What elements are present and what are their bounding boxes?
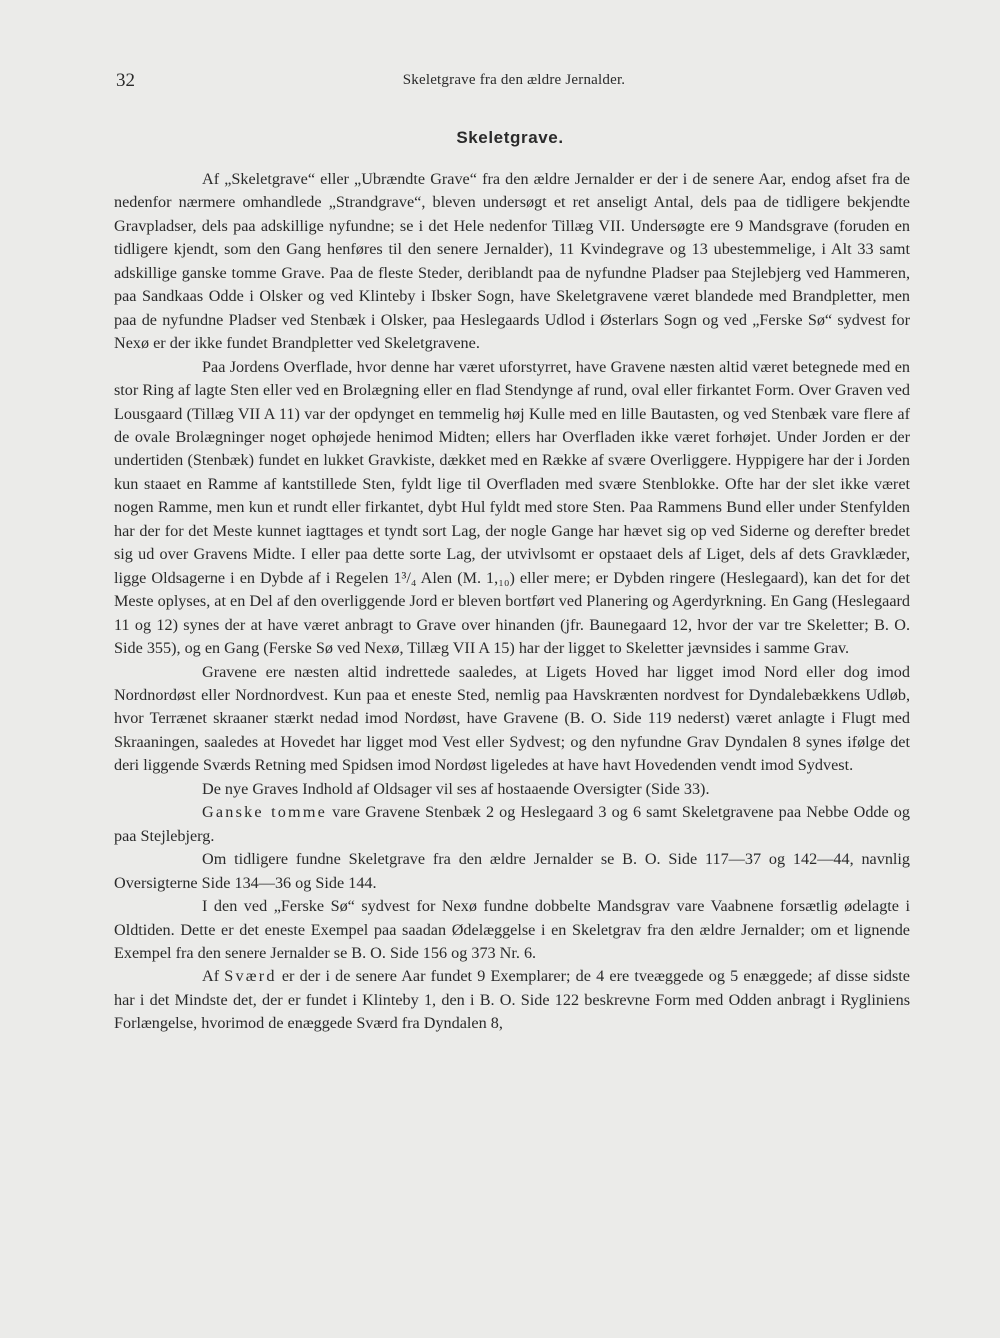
paragraph-text: De nye Graves Indhold af Oldsager vil ses af hostaaende Oversigter (Side 33). (202, 779, 710, 798)
section-title: Skeletgrave. (456, 128, 564, 147)
paragraph (114, 801, 910, 848)
spaced-lead: Sværd (224, 967, 277, 986)
paragraph (114, 168, 910, 356)
paragraph-text: Af „Skeletgrave“ eller „Ubrændte Grave“ fra den ældre Jernalder er der i de senere Aar, endog afset fra de nedenfor nærmere omhandlede „Strandgrave“, bleven undersøgt et ret anseligt Antal, dels paa de tidligere bekjendte Gravpladser, dels paa adskillige nyfundne; se i det Hele nedenfor Tillæg VII. Undersøgte ere 9 Mandsgrave (foruden en tidligere kjendt, som den Gang henføres til den senere Jernalder), 11 Kvindegrave og 13 ubestemmelige, i Alt 33 samt adskillige ganske tomme Grave. Paa de fleste Steder, deriblandt paa de nyfundne Pladser paa Stejlebjerg ved Hammeren, paa Sandkaas Odde i Olsker og ved Klinteby i Ibsker Sogn, have Skeletgravene været blandede med Brandpletter, men paa de nyfundne Pladser ved Stenbæk i Olsker, paa Heslegaards Udlod i Østerlars Sogn og ved „Ferske Sø“ sydvest for Nexø er der ikke fundet Brandpletter ved Skeletgravene. (114, 170, 910, 353)
paragraph-text: Om tidligere fundne Skeletgrave fra den ældre Jernalder se B. O. Side 117—37 og 142—44, navnlig Oversigterne Side 134—36 og Side 144. (114, 850, 910, 892)
paragraph-text: Af (202, 967, 225, 986)
spaced-lead: Ganske tomme (202, 803, 328, 822)
running-head: Skeletgrave fra den ældre Jernalder. (402, 72, 626, 88)
page-number: 32 (116, 70, 135, 91)
paragraph (114, 778, 910, 801)
paragraph (114, 356, 910, 661)
body-text (114, 168, 910, 1036)
paragraph-text: Gravene ere næsten altid indrettede saaledes, at Ligets Hoved har ligget imod Nord eller dog imod Nordnordøst eller Nordnordvest. Kun paa et eneste Sted, nemlig paa Havskrænten nordvest for Dyndalebækkens Udløb, hvor Terrænet skraaner stærkt nedad imod Nordøst, have Gravene (B. O. Side 119 nederst) været anlagte i Flugt med Skraaningen, saaledes at Hovedet har ligget mod Vest eller Sydvest; og den nyfundne Grav Dyndalen 8 synes ifølge det deri liggende Sværds Retning med Spidsen imod Nordøst ligeledes at have havt Hovedenden vendt imod Sydvest. (114, 662, 910, 775)
paragraph (114, 661, 910, 778)
paragraph (114, 895, 910, 965)
paragraph-text: vare Gravene Stenbæk 2 og Heslegaard 3 og 6 samt Skeletgravene paa Nebbe Odde og paa Stejlebjerg. (114, 803, 910, 845)
paragraph-text: I den ved „Ferske Sø“ sydvest for Nexø fundne dobbelte Mandsgrav vare Vaabnene forsætlig ødelagte i Oldtiden. Dette er det eneste Exempel paa saadan Ødelæggelse i en Skeletgrav fra den ældre Jernalder; om et lignende Exempel fra den senere Jernalder se B. O. Side 156 og 373 Nr. 6. (114, 897, 910, 962)
paragraph (114, 848, 910, 895)
paragraph-text: Paa Jordens Overflade, hvor denne har været uforstyrret, have Gravene næsten altid været betegnede med en stor Ring af lagte Sten eller ved en Brolægning eller en flad Stendynge af rund, oval eller firkantet Form. Over Graven ved Lousgaard (Tillæg VII A 11) var der opdynget en temmelig høj Kulle med en lille Bautasten, og ved Stenbæk vare flere af de ovale Brolægninger noget ophøjede henimod Midten; ellers har Overfladen ikke været forhøjet. Under Jorden er der undertiden (Stenbæk) fundet en lukket Gravkiste, dækket med en Række af svære Overliggere. Hyppigere har der i Jorden kun staaet en Ramme af kantstillede Sten, fyldt lige til Overfladen med svære Stenblokke. Ofte har der slet ikke været nogen Ramme, men kun et rundt eller firkantet, dybt Hul fyldt med store Sten. Paa Rammens Bund eller under Stenfylden har der for det Meste kunnet iagttages et tyndt sort Lag, der nogle Gange har hævet sig op ved Siderne og derefter bredet sig ud over Gravens Midte. I eller paa dette sorte Lag, der utvivlsomt er opstaaet dels af Liget, dels af dets Gravklæder, ligge Oldsagerne i en Dybde af i Regelen 1³/₄ Alen (M. 1,₁₀) eller mere; er Dybden ringere (Heslegaard), kan det for det Meste oplyses, at en Del af den overliggende Jord er bleven bortført ved Planering og Agerdyrkning. En Gang (Heslegaard 11 og 12) synes der at have været anbragt to Grave over hinanden (jfr. Baunegaard 12, hvor der var tre Skeletter; B. O. Side 355), og en Gang (Ferske Sø ved Nexø, Tillæg VII A 15) har der ligget to Skeletter jævnsides i samme Grav. (114, 357, 910, 658)
page-header (116, 70, 912, 94)
paragraph (114, 965, 910, 1035)
paragraph-text: er der i de senere Aar fundet 9 Exemplarer; de 4 ere tveæggede og 5 enæggede; af disse sidste har i det Mindste det, der er fundet i Klinteby 1, den i B. O. Side 122 beskrevne Form med Odden anbragt i Rygliniens Forlængelse, hvorimod de enæggede Sværd fra Dyndalen 8, (114, 967, 910, 1033)
